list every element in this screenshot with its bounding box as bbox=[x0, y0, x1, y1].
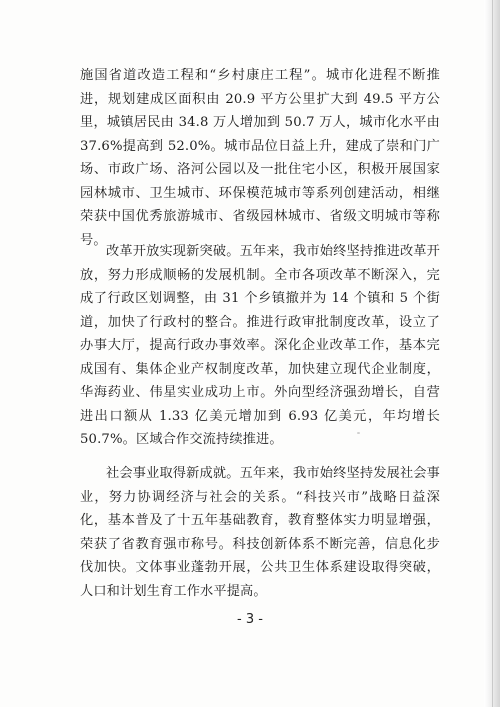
page-number: - 3 - bbox=[237, 612, 263, 627]
paragraph-text: 改革开放实现新突破。五年来，我市始终坚持推进改革开放，努力形成顺畅的发展机制。全市各项改革不断深入，完成了行政区划调整，由 31 个乡镇撤并为 14 个镇和 5 个街道，加快了行政村的整合。推进行政审批制度改革，设立了办事大厅，提高行政办事效率。深化企业改革工作，基本完成国有、集体企业产权制度改革，加快建立现代企业制度，华海药业、伟星实业成功上市。外向型经济强劲增长，自营进出口额从 1.33 亿美元增加到 6.93 亿美元，年均增长 50.7%。区域合作交流持续推进。 bbox=[80, 244, 440, 447]
paragraph-text: 施国省道改造工程和“乡村康庄工程”。城市化进程不断推进，规划建成区面积由 20.9 平方公里扩大到 49.5 平方公里，城镇居民由 34.8 万人增加到 50.7 万人，城市化水平由 37.6%提高到 52.0%。城市品位日益上升，建成了崇和门广场、市政广场、洛河公园以及一批住宅小区，积极开展国家园林城市、卫生城市、环保模范城市等系列创建活动，相继荣获中国优秀旅游城市、省级园林城市、省级文明城市等称号。 bbox=[80, 68, 440, 248]
paragraph-urbanization bbox=[80, 64, 440, 252]
scan-speck bbox=[357, 432, 360, 434]
paragraph-reform-opening bbox=[80, 240, 440, 452]
page-edge-line bbox=[492, 0, 493, 707]
paragraph-social-undertakings bbox=[80, 462, 440, 603]
paragraph-text: 社会事业取得新成就。五年来，我市始终坚持发展社会事业，努力协调经济与社会的关系。“科技兴市”战略日益深化，基本普及了十五年基础教育，教育整体实力明显增强，荣获了省教育强市称号。科技创新体系不断完善，信息化步伐加快。文体事业蓬勃开展，公共卫生体系建设取得突破，人口和计划生育工作水平提高。 bbox=[80, 466, 440, 599]
